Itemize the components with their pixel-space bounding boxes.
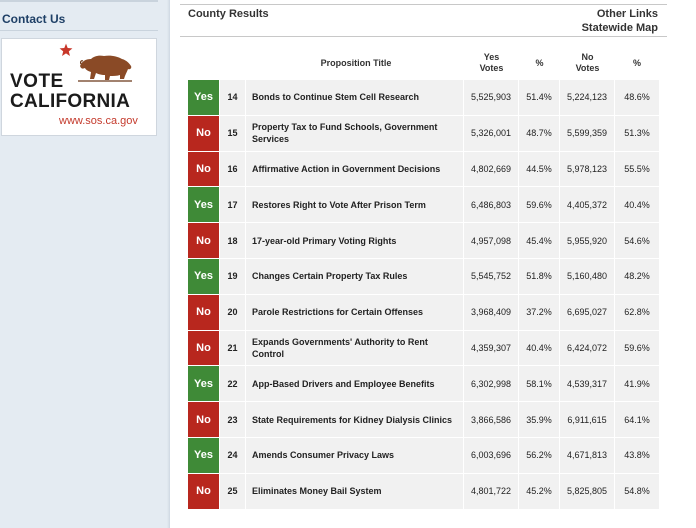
logo-vote-text: VOTE xyxy=(10,71,64,92)
yes-votes: 4,801,722 xyxy=(464,474,519,509)
no-percent: 59.6% xyxy=(615,331,659,366)
outcome-badge: Yes xyxy=(188,259,220,294)
no-percent: 41.9% xyxy=(615,366,659,401)
outcome-badge: No xyxy=(188,474,220,509)
yes-percent: 45.2% xyxy=(519,474,560,509)
outcome-badge: No xyxy=(188,223,220,258)
proposition-title[interactable]: 17-year-old Primary Voting Rights xyxy=(246,223,464,258)
yes-percent: 51.8% xyxy=(519,259,560,294)
table-row[interactable] xyxy=(188,438,659,474)
no-percent: 62.8% xyxy=(615,295,659,330)
no-percent: 40.4% xyxy=(615,187,659,222)
vote-california-logo[interactable] xyxy=(1,38,157,136)
yes-votes: 5,525,903 xyxy=(464,80,519,115)
proposition-title[interactable]: Amends Consumer Privacy Laws xyxy=(246,438,464,473)
no-percent: 54.8% xyxy=(615,474,659,509)
proposition-title[interactable]: Restores Right to Vote After Prison Term xyxy=(246,187,464,222)
no-votes: 5,599,359 xyxy=(560,116,615,151)
no-votes: 5,224,123 xyxy=(560,80,615,115)
table-row[interactable] xyxy=(188,187,659,223)
yes-percent: 37.2% xyxy=(519,295,560,330)
table-header xyxy=(188,45,659,80)
proposition-number: 22 xyxy=(220,366,246,401)
no-votes: 6,911,615 xyxy=(560,402,615,437)
header-yes-votes xyxy=(464,52,519,74)
table-row[interactable] xyxy=(188,116,659,152)
table-row[interactable] xyxy=(188,295,659,331)
yes-percent: 48.7% xyxy=(519,116,560,151)
proposition-number: 25 xyxy=(220,474,246,509)
no-percent: 43.8% xyxy=(615,438,659,473)
no-percent: 48.6% xyxy=(615,80,659,115)
county-results-link[interactable]: County Results xyxy=(188,8,269,20)
yes-percent: 51.4% xyxy=(519,80,560,115)
proposition-title[interactable]: Bonds to Continue Stem Cell Research xyxy=(246,80,464,115)
table-row[interactable] xyxy=(188,474,659,510)
yes-votes: 3,866,586 xyxy=(464,402,519,437)
yes-votes: 4,802,669 xyxy=(464,152,519,187)
table-row[interactable] xyxy=(188,259,659,295)
yes-percent: 40.4% xyxy=(519,331,560,366)
proposition-number: 14 xyxy=(220,80,246,115)
header-divider-bottom xyxy=(180,36,667,37)
main-panel xyxy=(170,0,696,528)
proposition-title[interactable]: Parole Restrictions for Certain Offenses xyxy=(246,295,464,330)
no-votes: 5,978,123 xyxy=(560,152,615,187)
statewide-map-link[interactable]: Statewide Map xyxy=(581,22,658,34)
proposition-title[interactable]: Changes Certain Property Tax Rules xyxy=(246,259,464,294)
outcome-badge: Yes xyxy=(188,187,220,222)
outcome-badge: No xyxy=(188,116,220,151)
header-proposition-title: Proposition Title xyxy=(320,57,392,68)
header-no-line2: Votes xyxy=(575,62,600,73)
yes-votes: 3,968,409 xyxy=(464,295,519,330)
yes-percent: 35.9% xyxy=(519,402,560,437)
proposition-number: 18 xyxy=(220,223,246,258)
no-percent: 64.1% xyxy=(615,402,659,437)
header-no-line1: No xyxy=(581,51,594,62)
no-percent: 54.6% xyxy=(615,223,659,258)
no-votes: 5,955,920 xyxy=(560,223,615,258)
proposition-number: 16 xyxy=(220,152,246,187)
yes-votes: 4,359,307 xyxy=(464,331,519,366)
no-votes: 6,424,072 xyxy=(560,331,615,366)
proposition-number: 24 xyxy=(220,438,246,473)
yes-percent: 45.4% xyxy=(519,223,560,258)
yes-percent: 58.1% xyxy=(519,366,560,401)
header-no-percent: % xyxy=(632,57,641,68)
proposition-title[interactable]: State Requirements for Kidney Dialysis Clinics xyxy=(246,402,464,437)
header-yes-percent: % xyxy=(535,57,544,68)
yes-votes: 5,326,001 xyxy=(464,116,519,151)
logo-url: www.sos.ca.gov xyxy=(59,115,138,127)
no-percent: 55.5% xyxy=(615,152,659,187)
sidebar-divider-top xyxy=(0,0,158,2)
yes-percent: 56.2% xyxy=(519,438,560,473)
no-percent: 51.3% xyxy=(615,116,659,151)
yes-votes: 6,003,696 xyxy=(464,438,519,473)
left-sidebar xyxy=(0,0,160,528)
yes-percent: 44.5% xyxy=(519,152,560,187)
no-votes: 5,160,480 xyxy=(560,259,615,294)
yes-votes: 6,302,998 xyxy=(464,366,519,401)
yes-votes: 5,545,752 xyxy=(464,259,519,294)
no-percent: 48.2% xyxy=(615,259,659,294)
proposition-title[interactable]: Eliminates Money Bail System xyxy=(246,474,464,509)
table-row[interactable] xyxy=(188,331,659,367)
table-row[interactable] xyxy=(188,223,659,259)
logo-california-text: CALIFORNIA xyxy=(10,91,131,112)
table-row[interactable] xyxy=(188,366,659,402)
no-votes: 4,671,813 xyxy=(560,438,615,473)
contact-us-link[interactable]: Contact Us xyxy=(2,12,66,26)
star-icon xyxy=(59,43,73,57)
sidebar-divider xyxy=(0,30,158,31)
no-votes: 6,695,027 xyxy=(560,295,615,330)
header-no-votes xyxy=(560,52,615,74)
no-votes: 4,539,317 xyxy=(560,366,615,401)
outcome-badge: No xyxy=(188,331,220,366)
proposition-title[interactable]: Expands Governments' Authority to Rent Control xyxy=(246,331,464,366)
table-body xyxy=(188,80,659,510)
yes-votes: 4,957,098 xyxy=(464,223,519,258)
proposition-title[interactable]: Property Tax to Fund Schools, Government Services xyxy=(246,116,464,151)
proposition-number: 17 xyxy=(220,187,246,222)
outcome-badge: Yes xyxy=(188,438,220,473)
yes-votes: 6,486,803 xyxy=(464,187,519,222)
outcome-badge: Yes xyxy=(188,80,220,115)
no-votes: 4,405,372 xyxy=(560,187,615,222)
proposition-title[interactable]: Affirmative Action in Government Decisions xyxy=(246,152,464,187)
proposition-number: 15 xyxy=(220,116,246,151)
table-row[interactable] xyxy=(188,152,659,188)
outcome-badge: Yes xyxy=(188,366,220,401)
yes-percent: 59.6% xyxy=(519,187,560,222)
proposition-number: 20 xyxy=(220,295,246,330)
table-row[interactable] xyxy=(188,402,659,438)
proposition-number: 19 xyxy=(220,259,246,294)
proposition-number: 23 xyxy=(220,402,246,437)
header-yes-line1: Yes xyxy=(483,51,500,62)
no-votes: 5,825,805 xyxy=(560,474,615,509)
results-table xyxy=(188,45,659,510)
bear-icon xyxy=(76,52,134,84)
header-divider-top xyxy=(180,4,667,5)
other-links-link[interactable]: Other Links xyxy=(596,8,658,20)
outcome-badge: No xyxy=(188,152,220,187)
outcome-badge: No xyxy=(188,402,220,437)
header-yes-line2: Votes xyxy=(479,62,504,73)
outcome-badge: No xyxy=(188,295,220,330)
table-row[interactable] xyxy=(188,80,659,116)
proposition-number: 21 xyxy=(220,331,246,366)
proposition-title[interactable]: App-Based Drivers and Employee Benefits xyxy=(246,366,464,401)
